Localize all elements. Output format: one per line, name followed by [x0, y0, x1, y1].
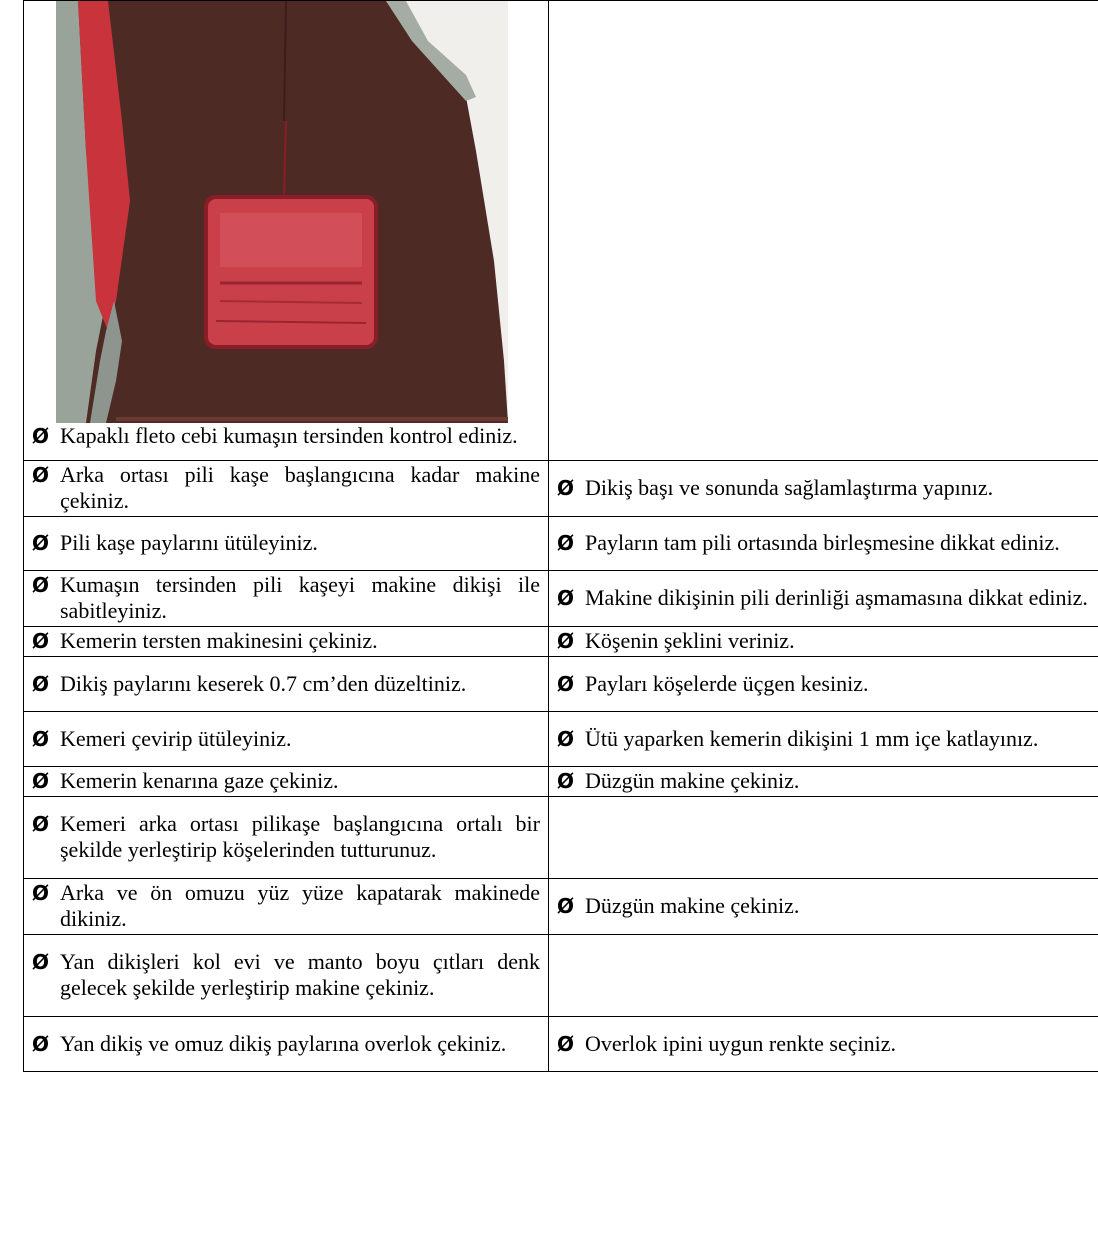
table-row: [24, 1, 1098, 461]
table-row: [24, 1017, 1098, 1072]
bullet-icon: Ø: [32, 726, 50, 751]
bullet-icon: Ø: [32, 671, 50, 696]
step-cell: [24, 767, 549, 797]
bullet-icon: Ø: [32, 950, 50, 974]
bullet-icon: Ø: [32, 629, 50, 653]
bullet-icon: Ø: [32, 573, 50, 597]
list-item: [557, 893, 1090, 919]
bullet-icon: Ø: [557, 769, 575, 793]
list-item: [32, 726, 540, 752]
list-item: [32, 949, 540, 1001]
note-text: Makine dikişinin pili derinliği aşmamasına dikkat ediniz.: [585, 585, 1088, 610]
table-row: [24, 517, 1098, 571]
bullet-icon: Ø: [557, 531, 575, 555]
note-text: Overlok ipini uygun renkte seçiniz.: [585, 1030, 896, 1056]
list-item: [557, 1031, 1090, 1057]
note-cell: [549, 712, 1098, 767]
table-row: [24, 797, 1098, 879]
step-cell: [24, 627, 549, 657]
list-item: [557, 475, 1090, 501]
step-text: Kemerin kenarına gaze çekiniz.: [60, 768, 339, 793]
list-item: [32, 423, 540, 449]
bullet-icon: Ø: [557, 476, 575, 500]
photo-cell: [24, 1, 549, 461]
step-text: Pili kaşe paylarını ütüleyiniz.: [60, 530, 318, 555]
bullet-icon: Ø: [557, 726, 575, 751]
step-cell: [24, 712, 549, 767]
note-cell: [549, 571, 1098, 627]
list-item: [32, 811, 540, 863]
note-cell: [549, 767, 1098, 797]
note-text: Köşenin şeklini veriniz.: [585, 628, 795, 653]
step-text: Yan dikiş ve omuz dikiş paylarına overlok çekiniz.: [60, 1030, 507, 1056]
table-row: [24, 935, 1098, 1017]
step-text: Dikiş paylarını keserek 0.7 cm’den düzeltiniz.: [60, 670, 467, 696]
list-item: [32, 572, 540, 624]
note-cell: [549, 797, 1098, 879]
list-item: [32, 628, 540, 654]
bullet-icon: Ø: [557, 894, 575, 918]
step-cell: [24, 1017, 549, 1072]
step-cell: [24, 879, 549, 935]
list-item: [32, 671, 540, 697]
step-cell: [24, 517, 549, 571]
table-row: [24, 627, 1098, 657]
bullet-icon: Ø: [32, 1031, 50, 1056]
list-item: [32, 880, 540, 932]
bullet-icon: Ø: [32, 769, 50, 793]
list-item: [557, 726, 1090, 752]
note-cell: [549, 627, 1098, 657]
step-text: Kemerin tersten makinesini çekiniz.: [60, 628, 378, 653]
step-text: Kemeri arka ortası pilikaşe başlangıcına ortalı bir şekilde yerleştirip köşelerinden tutturunuz.: [60, 811, 540, 862]
table-row: [24, 879, 1098, 935]
step-cell: [24, 657, 549, 712]
bullet-icon: Ø: [557, 586, 575, 610]
step-text: Kemeri çevirip ütüleyiniz.: [60, 725, 292, 751]
note-cell: [549, 517, 1098, 571]
list-item: [557, 628, 1090, 654]
list-item: [557, 768, 1090, 794]
step-text: Arka ortası pili kaşe başlangıcına kadar makine çekiniz.: [60, 462, 540, 513]
note-cell: [549, 657, 1098, 712]
list-item: [557, 585, 1090, 611]
note-text: Düzgün makine çekiniz.: [585, 893, 800, 918]
note-cell: [549, 879, 1098, 935]
step-cell: [24, 461, 549, 517]
list-item: [32, 462, 540, 514]
note-text: Payların tam pili ortasında birleşmesine dikkat ediniz.: [585, 530, 1060, 555]
bullet-icon: Ø: [557, 671, 575, 696]
list-item: [32, 768, 540, 794]
note-cell: [549, 935, 1098, 1017]
list-item: [32, 1031, 540, 1057]
step-text: Arka ve ön omuzu yüz yüze kapatarak makinede dikiniz.: [60, 880, 540, 931]
note-text: Düzgün makine çekiniz.: [585, 768, 800, 793]
bullet-icon: Ø: [557, 1031, 575, 1056]
jacket-back-photo-icon: [56, 1, 508, 423]
step-text: Kapaklı fleto cebi kumaşın tersinden kontrol ediniz.: [60, 423, 518, 448]
step-cell: [24, 797, 549, 879]
note-cell: [549, 1017, 1098, 1072]
table-row: [24, 571, 1098, 627]
bullet-icon: Ø: [32, 531, 50, 555]
bullet-icon: Ø: [32, 424, 50, 448]
note-text: Payları köşelerde üçgen kesiniz.: [585, 670, 869, 696]
note-text: Dikiş başı ve sonunda sağlamlaştırma yapınız.: [585, 475, 994, 500]
table-row: [24, 461, 1098, 517]
list-item: [557, 671, 1090, 697]
note-cell: [549, 461, 1098, 517]
step-text: Kumaşın tersinden pili kaşeyi makine dikişi ile sabitleyiniz.: [60, 572, 540, 623]
note-cell: [549, 1, 1098, 461]
list-item: [32, 530, 540, 556]
step-text: Yan dikişleri kol evi ve manto boyu çıtları denk gelecek şekilde yerleştirip makine çekiniz.: [60, 949, 540, 1000]
table-row: [24, 712, 1098, 767]
bullet-icon: Ø: [32, 881, 50, 905]
step-cell: [24, 571, 549, 627]
step-cell: [24, 935, 549, 1017]
bullet-icon: Ø: [32, 812, 50, 836]
bullet-icon: Ø: [32, 463, 50, 487]
table-row: [24, 657, 1098, 712]
note-text: Ütü yaparken kemerin dikişini 1 mm içe katlayınız.: [585, 725, 1039, 751]
instruction-table: [23, 0, 1098, 1072]
bullet-icon: Ø: [557, 629, 575, 653]
list-item: [557, 530, 1090, 556]
table-row: [24, 767, 1098, 797]
